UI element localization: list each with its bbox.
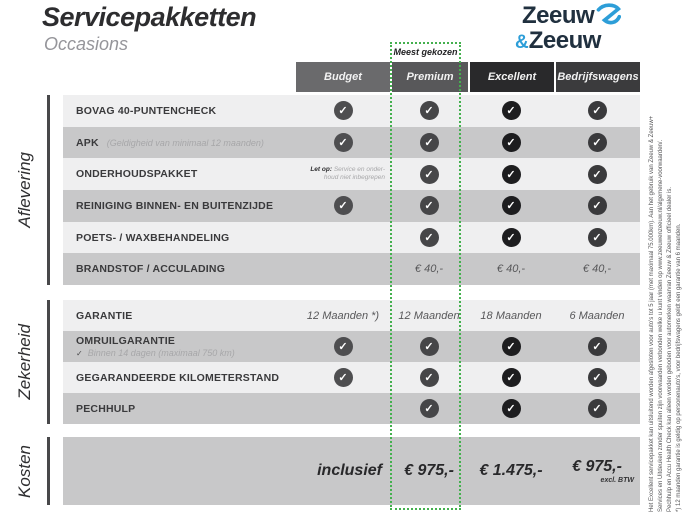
- check-icon: ✓: [76, 349, 83, 358]
- table-row-bovag: [63, 95, 640, 127]
- check-icon: ✓: [502, 165, 521, 184]
- table-row-pechhulp: [63, 393, 640, 424]
- row-label: POETS- / WAXBEHANDELING: [76, 231, 230, 244]
- group-line-aflevering: [47, 95, 50, 285]
- logo-line-2: [515, 29, 652, 53]
- budget-note: Let op: Service en onder- houd niet inbegrepen: [310, 166, 385, 182]
- check-icon: ✓: [588, 165, 607, 184]
- check-icon: ✓: [502, 399, 521, 418]
- check-icon: ✓: [420, 368, 439, 387]
- row-label: BRANDSTOF / ACCULADING: [76, 263, 226, 276]
- table-row-kilometerstand: [63, 362, 640, 393]
- row-label: PECHHULP: [76, 402, 136, 415]
- check-icon: ✓: [588, 101, 607, 120]
- row-label: ONDERHOUDSPAKKET: [76, 168, 198, 181]
- btw-note: excl. BTW: [600, 477, 634, 484]
- row-sublabel: ✓ Binnen 14 dagen (maximaal 750 km): [76, 348, 235, 358]
- check-icon: ✓: [502, 133, 521, 152]
- logo-ampersand: &: [515, 32, 529, 53]
- cell-value: € 40,-: [414, 263, 444, 276]
- check-icon: ✓: [420, 337, 439, 356]
- check-icon: ✓: [588, 337, 607, 356]
- check-icon: ✓: [502, 368, 521, 387]
- row-sublabel: (Geldigheid van minimaal 12 maanden): [106, 137, 264, 148]
- check-icon: ✓: [588, 368, 607, 387]
- group-line-kosten: [47, 437, 50, 505]
- kosten-price-bedrijfswagens: € 975,-: [572, 458, 622, 475]
- check-icon: ✓: [502, 337, 521, 356]
- row-label: REINIGING BINNEN- EN BUITENZIJDE: [76, 199, 274, 212]
- check-icon: ✓: [420, 133, 439, 152]
- table-row-poets-wax: [63, 222, 640, 254]
- check-icon: ✓: [334, 337, 353, 356]
- check-icon: ✓: [420, 101, 439, 120]
- section-zekerheid: [63, 300, 640, 424]
- check-icon: ✓: [420, 196, 439, 215]
- row-label: GARANTIE: [76, 309, 133, 322]
- group-line-zekerheid: [47, 300, 50, 424]
- table-row-onderhoudspakket: [63, 158, 640, 190]
- column-header-excellent: Excellent: [468, 62, 554, 92]
- table-row-reiniging: [63, 190, 640, 222]
- check-icon: ✓: [334, 101, 353, 120]
- group-label-zekerheid: Zekerheid: [15, 324, 34, 400]
- table-row-omruilgarantie: [63, 331, 640, 362]
- column-header-budget: Budget: [296, 62, 390, 92]
- group-label-kosten: Kosten: [15, 444, 34, 498]
- cell-value: 6 Maanden: [569, 309, 625, 322]
- column-header-premium: Premium: [390, 62, 468, 92]
- check-icon: ✓: [420, 165, 439, 184]
- check-icon: ✓: [334, 368, 353, 387]
- row-label: APK: [76, 136, 99, 149]
- check-icon: ✓: [502, 196, 521, 215]
- check-icon: ✓: [420, 228, 439, 247]
- check-icon: ✓: [588, 133, 607, 152]
- check-icon: ✓: [420, 399, 439, 418]
- column-header-bedrijfswagens: Bedrijfswagens: [554, 62, 640, 92]
- check-icon: ✓: [588, 399, 607, 418]
- cell-value: 18 Maanden: [480, 309, 542, 322]
- table-row-apk: [63, 127, 640, 159]
- page-title: Servicepakketten: [42, 2, 257, 32]
- footnote-line: Pechhulp en Accu Health Check kan alleen worden geboden voor automerken waarvan Zeeuw & Zeeuw officieel dealer is.: [667, 186, 673, 512]
- cell-value: € 40,-: [582, 263, 612, 276]
- check-icon: ✓: [588, 228, 607, 247]
- kosten-price-premium: € 975,-: [404, 462, 454, 479]
- logo-word-zeeuw: Zeeuw: [522, 2, 595, 29]
- check-icon: ✓: [502, 101, 521, 120]
- footnotes: [648, 6, 684, 512]
- row-label: GEGARANDEERDE KILOMETERSTAND: [76, 371, 280, 384]
- row-label: BOVAG 40-PUNTENCHECK: [76, 104, 217, 117]
- table-row-brandstof: [63, 253, 640, 285]
- check-icon: ✓: [334, 133, 353, 152]
- section-aflevering: [63, 95, 640, 285]
- check-icon: ✓: [334, 196, 353, 215]
- cell-value: 12 Maanden: [398, 309, 460, 322]
- page-subtitle: Occasions: [44, 34, 129, 54]
- kosten-price-excellent: € 1.475,-: [479, 462, 543, 479]
- table-row-garantie: [63, 300, 640, 331]
- group-label-aflevering: Aflevering: [15, 152, 34, 228]
- logo-word-zeeuw-2: Zeeuw: [528, 27, 601, 54]
- check-icon: ✓: [502, 228, 521, 247]
- cell-value: 12 Maanden *): [306, 309, 380, 322]
- zeeuw-zeeuw-logo: [515, 2, 652, 54]
- kosten-row: [63, 437, 640, 505]
- check-icon: ✓: [588, 196, 607, 215]
- footnote-line: *) 12 maanden garantie is geldig op personenauto's, voor bedrijfswagens geldt een garantie van 6 maanden.: [676, 223, 682, 512]
- footnote-line: Het Excellent servicepakket kan uitsluitend worden afgesloten voor auto's tot 5 jaar (met maximaal 75.000km). Aan het gebruik van Zeeuw & Zeeuw+: [649, 115, 655, 512]
- cell-value: € 40,-: [496, 263, 526, 276]
- footnote-line: Services en Uitdeuken zonder spuiten zijn voorwaarden verbonden welke u kunt vinden op www.zeeuwenzeeuw.nl/algemene-voorwaarden/.: [658, 139, 664, 512]
- row-label: OMRUILGARANTIE: [76, 335, 176, 347]
- meest-gekozen-badge: Meest gekozen: [393, 47, 458, 57]
- kosten-inclusief: inclusief: [317, 462, 382, 479]
